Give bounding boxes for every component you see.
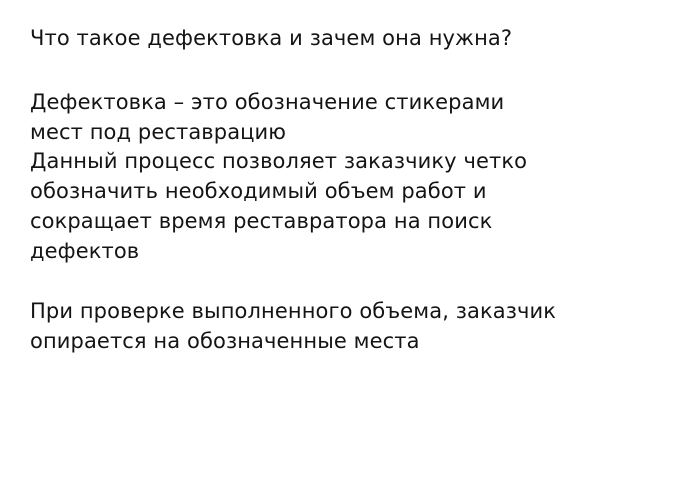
paragraph-line: мест под реставрацию [30,119,287,144]
paragraph-line: При проверке выполненного объема, заказчик [30,298,557,323]
paragraph-line: сокращает время реставратора на поиск [30,209,493,234]
spacer-before-verification [30,267,670,297]
spacer-after-heading [30,54,670,88]
paragraph-line: Дефектовка – это обозначение стикерами [30,89,505,114]
paragraph-purpose [30,147,670,266]
paragraph-line: Данный процесс позволяет заказчику четко [30,149,528,174]
paragraph-line: обозначить необходимый объем работ и [30,179,487,204]
page-title [30,24,670,54]
paragraph-verification [30,297,670,357]
paragraph-line: дефектов [30,238,140,263]
heading-line: Что такое дефектовка и зачем она нужна? [30,26,513,50]
paragraph-definition [30,88,670,148]
paragraph-line: опирается на обозначенные места [30,328,420,353]
